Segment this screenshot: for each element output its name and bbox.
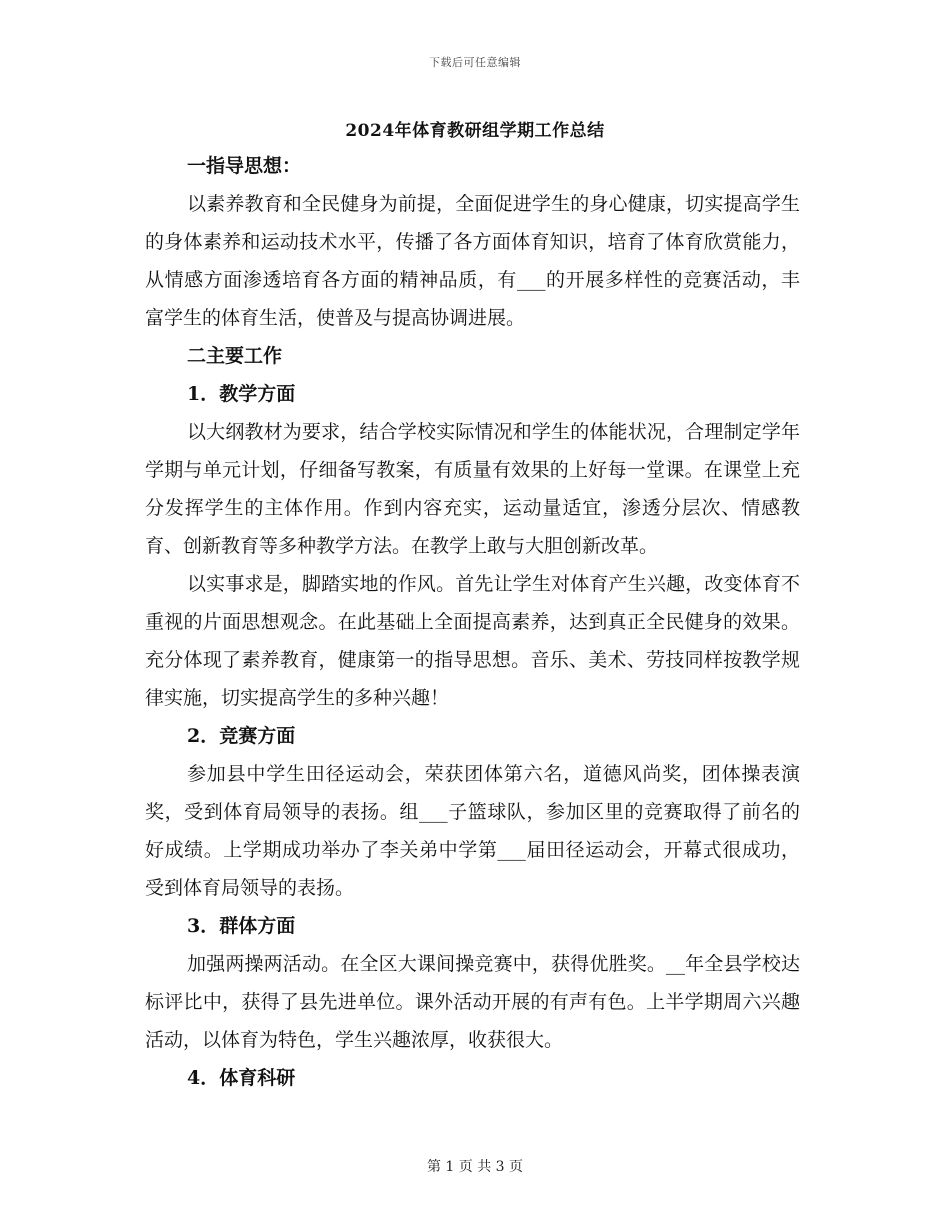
section-heading-teaching: 1．教学方面 <box>187 383 296 405</box>
page-header-note: 下载后可任意编辑 <box>429 56 521 69</box>
section-heading-research: 4．体育科研 <box>187 1067 296 1089</box>
document-title: 2024年体育教研组学期工作总结 <box>345 121 605 141</box>
paragraph-group: 加强两操两活动。在全区大课间操竞赛中，获得优胜奖。__年全县学校达标评比中，获得了县先进单位。课外活动开展的有声有色。上半学期周六兴趣活动，以体育为特色，学生兴趣浓厚，收获很大。 <box>145 953 800 1051</box>
paragraph-teaching-1: 以大纲教材为要求，结合学校实际情况和学生的体能状况，合理制定学年学期与单元计划，仔细备写教案，有质量有效果的上好每一堂课。在课堂上充分发挥学生的主体作用。作到内容充实，运动量适宜，渗透分层次、情感教育、创新教育等多种教学方法。在教学上敢与大胆创新改革。 <box>145 421 800 557</box>
section-heading-main-work: 二主要工作 <box>187 345 283 367</box>
document-body <box>145 147 800 1097</box>
section-heading-guiding: 一指导思想： <box>187 155 302 177</box>
page-footer-number: 第 1 页 共 3 页 <box>426 1159 524 1175</box>
section-heading-group: 3．群体方面 <box>187 915 296 937</box>
paragraph-competition: 参加县中学生田径运动会，荣获团体第六名，道德风尚奖，团体操表演奖，受到体育局领导的表扬。组___子篮球队，参加区里的竞赛取得了前名的好成绩。上学期成功举办了李关弟中学第___届田径运动会，开幕式很成功，受到体育局领导的表扬。 <box>145 763 800 899</box>
paragraph-teaching-2: 以实事求是，脚踏实地的作风。首先让学生对体育产生兴趣，改变体育不重视的片面思想观念。在此基础上全面提高素养，达到真正全民健身的效果。充分体现了素养教育，健康第一的指导思想。音乐、美术、劳技同样按教学规律实施，切实提高学生的多种兴趣！ <box>145 573 800 709</box>
paragraph-guiding: 以素养教育和全民健身为前提，全面促进学生的身心健康，切实提高学生的身体素养和运动技术水平，传播了各方面体育知识，培育了体育欣赏能力，从情感方面渗透培育各方面的精神品质，有___的开展多样性的竞赛活动，丰富学生的体育生活，使普及与提高协调进展。 <box>145 193 800 329</box>
section-heading-competition: 2．竞赛方面 <box>187 725 296 747</box>
